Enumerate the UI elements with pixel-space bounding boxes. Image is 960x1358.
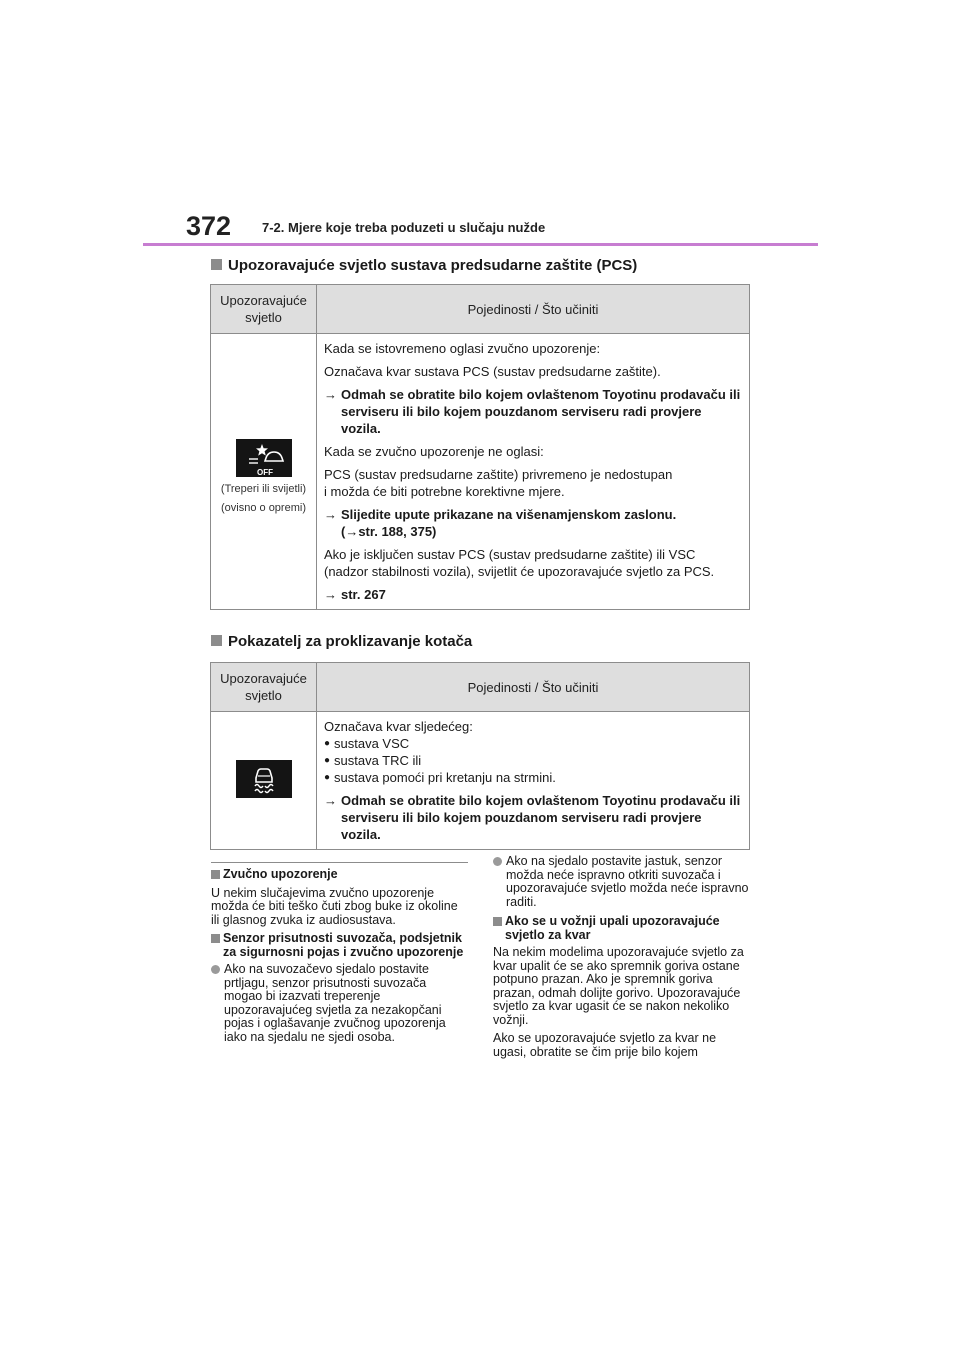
col-header-warning-light bbox=[211, 285, 317, 334]
col-header-details: Pojedinosti / Što učiniti bbox=[317, 285, 750, 334]
notes-left-column bbox=[211, 868, 466, 1050]
page-number: 372 bbox=[186, 211, 232, 241]
pcs-heading-text: Upozoravajuće svjetlo sustava predsudarne zaštite (PCS) bbox=[228, 257, 638, 274]
details-text: Označava kvar sljedećeg: bbox=[324, 719, 473, 734]
action-line bbox=[324, 386, 743, 437]
col-header-line: Upozoravajuće bbox=[220, 293, 307, 308]
arrow-icon: → bbox=[324, 507, 337, 522]
caption-equipment: (ovisno o opremi) bbox=[221, 502, 306, 514]
action-text: Odmah se obratite bilo kojem ovlaštenom Toyotinu prodavaču ili serviseru ili bilo kojem pouzdanom serviseru radi provjere vozila. bbox=[341, 793, 741, 842]
note-bullet-item bbox=[493, 855, 750, 909]
page-reference-link[interactable]: (→str. 188, 375) bbox=[341, 524, 437, 539]
table-header-row bbox=[211, 285, 750, 334]
list-item-text: sustava TRC ili bbox=[334, 753, 422, 768]
note-bullet-text: Ako na suvozačevo sjedalo postavite prtljagu, senzor prisutnosti suvozača mogao bi izazvati treperenje upozoravajućeg svjetla za nezakopčani pojas i oglašavanje zvučnog upozorenja iako na sjedalu ne sjedi osoba. bbox=[224, 962, 446, 1044]
note-heading bbox=[211, 868, 466, 883]
arrow-icon: → bbox=[324, 387, 337, 402]
square-bullet-icon bbox=[211, 868, 223, 883]
section-title: 7-2. Mjere koje treba poduzeti u slučaju nužde bbox=[262, 220, 546, 235]
note-heading-text: Zvučno upozorenje bbox=[223, 867, 338, 881]
note-heading-text: Senzor prisutnosti suvozača, podsjetnik za sigurnosni pojas i zvučno upozorenje bbox=[223, 931, 464, 959]
icon-cell bbox=[211, 712, 317, 850]
circle-bullet-icon bbox=[493, 855, 506, 909]
details-text: Kada se zvučno upozorenje ne oglasi: bbox=[324, 444, 544, 459]
action-line-1: Slijedite upute prikazane na višenamjenskom zaslonu. bbox=[341, 507, 677, 522]
icon-caption bbox=[212, 480, 315, 518]
slip-heading bbox=[211, 633, 472, 650]
arrow-icon: → bbox=[324, 793, 337, 808]
caption-blink: (Treperi ili svijetli) bbox=[220, 483, 307, 495]
square-bullet-icon bbox=[211, 259, 222, 270]
action-line bbox=[324, 792, 743, 843]
list-item bbox=[324, 752, 743, 769]
details-line: i možda će biti potrebne korektivne mjere. bbox=[324, 484, 565, 499]
slip-indicator-table bbox=[210, 662, 750, 850]
col-header-line: Upozoravajuće bbox=[220, 671, 307, 686]
details-text bbox=[324, 466, 743, 500]
details-cell bbox=[317, 712, 750, 850]
icon-off-label: OFF bbox=[256, 468, 273, 477]
list-item-text: sustava pomoći pri kretanju na strmini. bbox=[334, 770, 556, 785]
note-text: Na nekim modelima upozoravajuće svjetlo za kvar upalit će se ako spremnik goriva ostane potpuno prazan. Ako je spremnik goriva prazan, odmah dolijte gorivo. Upozoravajuće svjetlo za kvar ugasit će se nakon nekoliko vožnji. bbox=[493, 945, 744, 1027]
notes-divider bbox=[211, 862, 468, 863]
pcs-heading bbox=[211, 257, 637, 274]
list-item bbox=[324, 769, 743, 786]
table-header-row bbox=[211, 663, 750, 712]
action-text bbox=[341, 506, 676, 540]
details-cell bbox=[317, 334, 750, 610]
action-line bbox=[324, 586, 743, 603]
arrow-icon: → bbox=[324, 587, 337, 602]
bullet-icon: ● bbox=[324, 772, 331, 783]
note-bullet-item bbox=[211, 963, 466, 1044]
slip-heading-text: Pokazatelj za proklizavanje kotača bbox=[228, 633, 473, 650]
note-heading bbox=[493, 915, 750, 942]
note-text: Ako se upozoravajuće svjetlo za kvar ne ugasi, obratite se čim prije bilo kojem bbox=[493, 1031, 717, 1059]
note-bullet-text: Ako na sjedalo postavite jastuk, senzor možda neće ispravno otkriti suvozača i upozoravajuće svjetlo možda neće ispravno raditi. bbox=[506, 854, 749, 909]
square-bullet-icon bbox=[211, 635, 222, 646]
col-header-line: svjetlo bbox=[245, 310, 282, 325]
note-heading-text: Ako se u vožnji upali upozoravajuće svjetlo za kvar bbox=[505, 914, 720, 942]
bullet-icon: ● bbox=[324, 738, 331, 749]
details-line: PCS (sustav predsudarne zaštite) privremeno je nedostupan bbox=[324, 467, 673, 482]
pcs-warning-table bbox=[210, 284, 750, 610]
details-text: Kada se istovremeno oglasi zvučno upozorenje: bbox=[324, 341, 601, 356]
note-text: U nekim slučajevima zvučno upozorenje možda će biti teško čuti zbog buke iz okoline ili glasnog zvuka iz audiosustava. bbox=[211, 885, 458, 927]
page-reference-link[interactable]: str. 267 bbox=[341, 587, 386, 602]
table-row bbox=[211, 712, 750, 850]
col-header-warning-light bbox=[211, 663, 317, 712]
note-heading bbox=[211, 932, 466, 959]
bullet-icon: ● bbox=[324, 755, 331, 766]
header-divider bbox=[143, 243, 818, 246]
details-text: Označava kvar sustava PCS (sustav predsudarne zaštite). bbox=[324, 364, 661, 379]
notes-right-column bbox=[493, 855, 750, 1064]
square-bullet-icon bbox=[493, 915, 505, 942]
table-row bbox=[211, 334, 750, 610]
details-text: Ako je isključen sustav PCS (sustav predsudarne zaštite) ili VSC (nadzor stabilnosti vozila), svijetlit će upozoravajuće svjetlo za PCS. bbox=[324, 547, 715, 579]
icon-cell bbox=[211, 334, 317, 610]
circle-bullet-icon bbox=[211, 963, 224, 1044]
action-text: Odmah se obratite bilo kojem ovlaštenom Toyotinu prodavaču ili serviseru ili bilo kojem pouzdanom serviseru radi provjere vozila. bbox=[341, 387, 741, 436]
slip-indicator-icon bbox=[236, 760, 292, 798]
square-bullet-icon bbox=[211, 932, 223, 959]
col-header-details: Pojedinosti / Što učiniti bbox=[317, 663, 750, 712]
pcs-off-warning-icon bbox=[236, 439, 292, 477]
list-item-text: sustava VSC bbox=[334, 736, 410, 751]
action-line bbox=[324, 506, 743, 540]
list-item bbox=[324, 735, 743, 752]
col-header-line: svjetlo bbox=[245, 688, 282, 703]
